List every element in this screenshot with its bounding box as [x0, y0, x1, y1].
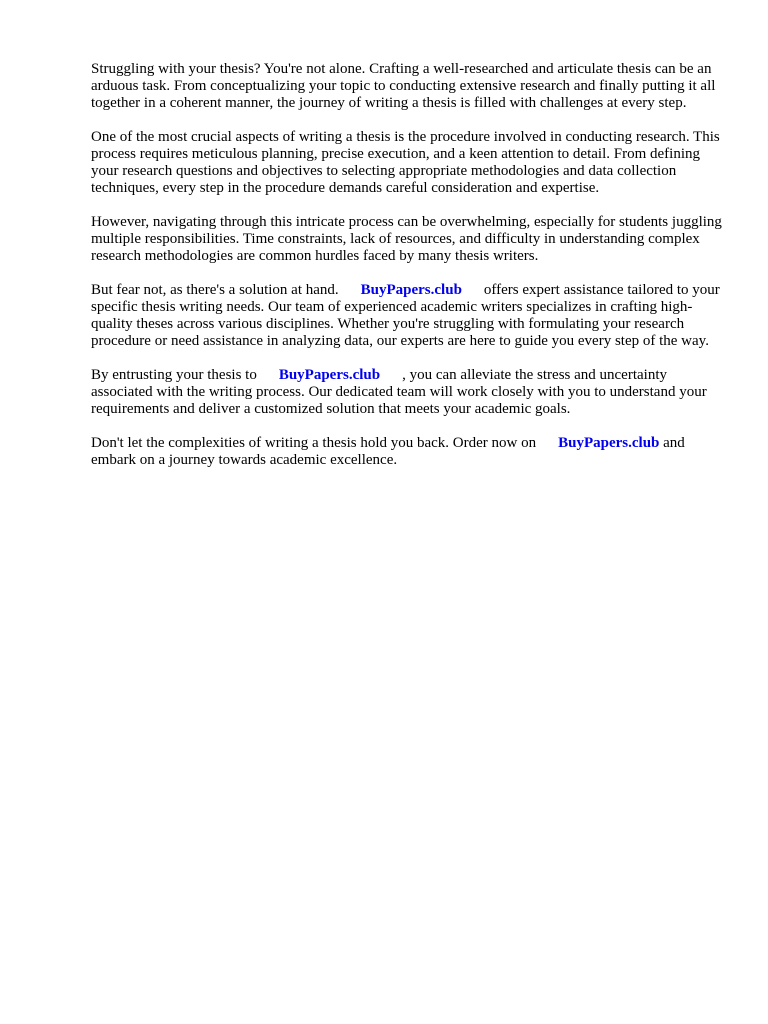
paragraph-call-to-action-lead: Don't let the complexities of writing a thesis hold you back. Order now on: [91, 435, 537, 451]
paragraph-entrusting: [91, 367, 723, 418]
paragraph-call-to-action-rest: and embark on a journey towards academic excellence.: [91, 435, 685, 468]
paragraph-solution-lead: But fear not, as there's a solution at hand.: [91, 282, 339, 298]
buypapers-link[interactable]: BuyPapers.club: [360, 282, 462, 298]
paragraph-entrusting-rest: , you can alleviate the stress and uncertainty associated with the writing process. Our dedicated team will work closely with you to understand your requirements and deliver a customized solution that meets your academic goals.: [91, 367, 707, 417]
paragraph-challenges: However, navigating through this intricate process can be overwhelming, especially for students juggling multiple responsibilities. Time constraints, lack of resources, and difficulty in understanding complex research methodologies are common hurdles faced by many thesis writers.: [91, 214, 722, 264]
paragraph-entrusting-lead: By entrusting your thesis to: [91, 367, 257, 383]
paragraph-research-procedure: One of the most crucial aspects of writing a thesis is the procedure involved in conducting research. This process requires meticulous planning, precise execution, and a keen attention to detail. From defining your research questions and objectives to selecting appropriate methodologies and data collection techniques, every step in the procedure demands careful consideration and expertise.: [91, 129, 720, 196]
buypapers-link[interactable]: BuyPapers.club: [278, 367, 381, 383]
paragraph-solution: [91, 282, 723, 350]
paragraph-intro: Struggling with your thesis? You're not alone. Crafting a well-researched and articulate thesis can be an arduous task. From conceptualizing your topic to conducting extensive research and finally putting it all together in a coherent manner, the journey of writing a thesis is filled with challenges at every step.: [91, 61, 716, 111]
paragraph-solution-rest: offers expert assistance tailored to your specific thesis writing needs. Our team of experienced academic writers specializes in crafting high-quality theses across various disciplines. Whether you're struggling with formulating your research procedure or need assistance in analyzing data, our experts are here to guide you every step of the way.: [91, 282, 720, 349]
paragraph-call-to-action: [91, 435, 723, 469]
buypapers-link[interactable]: BuyPapers.club: [558, 435, 660, 451]
document-page: [91, 61, 723, 486]
